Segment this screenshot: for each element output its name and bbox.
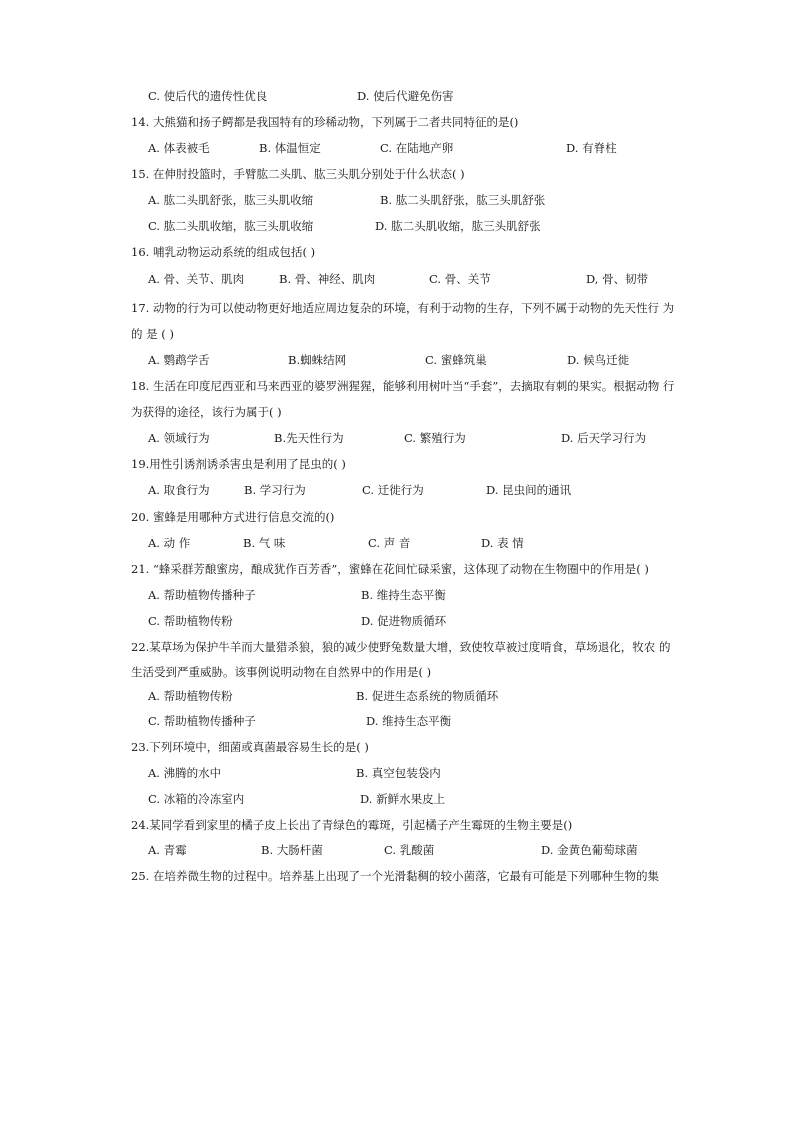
q22-option-c: C. 帮助植物传播种子 bbox=[148, 714, 256, 728]
q17-option-d: D. 候鸟迁徙 bbox=[567, 353, 630, 367]
q17-stem-line1: 17. 动物的行为可以使动物更好地适应周边复杂的环境，有利于动物的生存，下列不属于动物的先天性行 为 bbox=[131, 301, 675, 315]
q18-option-c: C. 繁殖行为 bbox=[404, 431, 466, 445]
q22-option-d: D. 维持生态平衡 bbox=[366, 714, 452, 728]
q22-option-b: B. 促进生态系统的物质循环 bbox=[356, 689, 499, 703]
q23-option-a: A. 沸腾的水中 bbox=[148, 766, 222, 780]
q18-option-b: B.先天性行为 bbox=[274, 431, 344, 445]
q21-option-b: B. 维持生态平衡 bbox=[361, 588, 446, 602]
q16-option-d: D, 骨、韧带 bbox=[586, 272, 649, 286]
q20-option-d: D. 表 情 bbox=[481, 536, 524, 550]
q16-stem: 16. 哺乳动物运动系统的组成包括( ) bbox=[131, 245, 316, 259]
q22-stem-line2: 生活受到严重威胁。该事例说明动物在自然界中的作用是( ) bbox=[131, 665, 432, 679]
q13-option-d: D. 使后代避免伤害 bbox=[357, 89, 454, 103]
q21-option-c: C. 帮助植物传粉 bbox=[148, 614, 233, 628]
q23-option-d: D. 新鲜水果皮上 bbox=[360, 792, 446, 806]
q18-option-a: A. 领域行为 bbox=[148, 431, 210, 445]
q23-stem: 23.下列环境中，细菌或真菌最容易生长的是( ) bbox=[131, 740, 369, 754]
q17-option-c: C. 蜜蜂筑巢 bbox=[425, 353, 487, 367]
q15-stem: 15. 在伸肘投篮时，手臂肱二头肌、肱三头肌分别处于什么状态( ) bbox=[131, 167, 465, 181]
q24-option-d: D. 金黄色葡萄球菌 bbox=[541, 843, 638, 857]
q21-option-d: D. 促进物质循环 bbox=[361, 614, 447, 628]
q24-option-c: C. 乳酸菌 bbox=[384, 843, 435, 857]
q19-option-d: D. 昆虫间的通讯 bbox=[486, 483, 572, 497]
q18-stem-line2: 为获得的途径，该行为属于( ) bbox=[131, 405, 282, 419]
q19-option-b: B. 学习行为 bbox=[244, 483, 306, 497]
q16-option-a: A. 骨、关节、肌肉 bbox=[148, 272, 245, 286]
q14-option-a: A. 体表被毛 bbox=[148, 141, 210, 155]
q22-option-a: A. 帮助植物传粉 bbox=[148, 689, 233, 703]
q21-option-a: A. 帮助植物传播种子 bbox=[148, 588, 256, 602]
q25-stem: 25. 在培养微生物的过程中。培养基上出现了一个光滑黏稠的较小菌落，它最有可能是下列哪种生物的集 bbox=[131, 869, 659, 883]
q24-option-a: A. 青霉 bbox=[148, 843, 187, 857]
q23-option-c: C. 冰箱的冷冻室内 bbox=[148, 792, 245, 806]
q20-stem: 20. 蜜蜂是用哪种方式进行信息交流的() bbox=[131, 510, 335, 524]
q24-option-b: B. 大肠杆菌 bbox=[261, 843, 323, 857]
q13-option-c: C. 使后代的遗传性优良 bbox=[148, 89, 268, 103]
q15-option-c: C. 肱二头肌收缩，肱三头肌收缩 bbox=[148, 219, 314, 233]
q14-stem: 14. 大熊猫和扬子鳄都是我国特有的珍稀动物，下列属于二者共同特征的是() bbox=[131, 115, 519, 129]
q18-option-d: D. 后天学习行为 bbox=[561, 431, 647, 445]
q17-option-a: A. 鹦鹉学舌 bbox=[148, 353, 210, 367]
q21-stem: 21. “蜂采群芳酿蜜房，酿成犹作百芳香”，蜜蜂在花间忙碌采蜜，这体现了动物在生物圈中的作用是( ) bbox=[131, 562, 649, 576]
q17-stem-line2: 的 是 ( ) bbox=[131, 327, 174, 341]
q24-stem: 24.某同学看到家里的橘子皮上长出了青绿色的霉斑，引起橘子产生霉斑的生物主要是() bbox=[131, 818, 573, 832]
q14-option-b: B. 体温恒定 bbox=[259, 141, 321, 155]
q23-option-b: B. 真空包装袋内 bbox=[356, 766, 441, 780]
q15-option-d: D. 肱二头肌收缩，肱三头肌舒张 bbox=[375, 219, 541, 233]
q14-option-c: C. 在陆地产卵 bbox=[380, 141, 454, 155]
q19-stem: 19.用性引诱剂诱杀害虫是利用了昆虫的( ) bbox=[131, 457, 346, 471]
q22-stem-line1: 22.某草场为保护牛羊而大量猎杀狼，狼的减少使野兔数量大增，致使牧草被过度啃食，草场退化，牧农 的 bbox=[131, 640, 671, 654]
q20-option-a: A. 动 作 bbox=[148, 536, 191, 550]
q15-option-a: A. 肱二头肌舒张，肱三头肌收缩 bbox=[148, 193, 314, 207]
q17-option-b: B.蜘蛛结网 bbox=[288, 353, 347, 367]
q20-option-b: B. 气 味 bbox=[243, 536, 286, 550]
q16-option-b: B. 骨、神经、肌肉 bbox=[279, 272, 376, 286]
q14-option-d: D. 有脊柱 bbox=[566, 141, 617, 155]
q18-stem-line1: 18. 生活在印度尼西亚和马来西亚的婆罗洲猩猩，能够利用树叶当“手套”，去摘取有刺的果实。根据动物 行 bbox=[131, 379, 675, 393]
q19-option-a: A. 取食行为 bbox=[148, 483, 210, 497]
q15-option-b: B. 肱二头肌舒张，肱三头肌舒张 bbox=[380, 193, 546, 207]
q20-option-c: C. 声 音 bbox=[368, 536, 411, 550]
q16-option-c: C. 骨、关节 bbox=[429, 272, 491, 286]
q19-option-c: C. 迁徙行为 bbox=[362, 483, 424, 497]
